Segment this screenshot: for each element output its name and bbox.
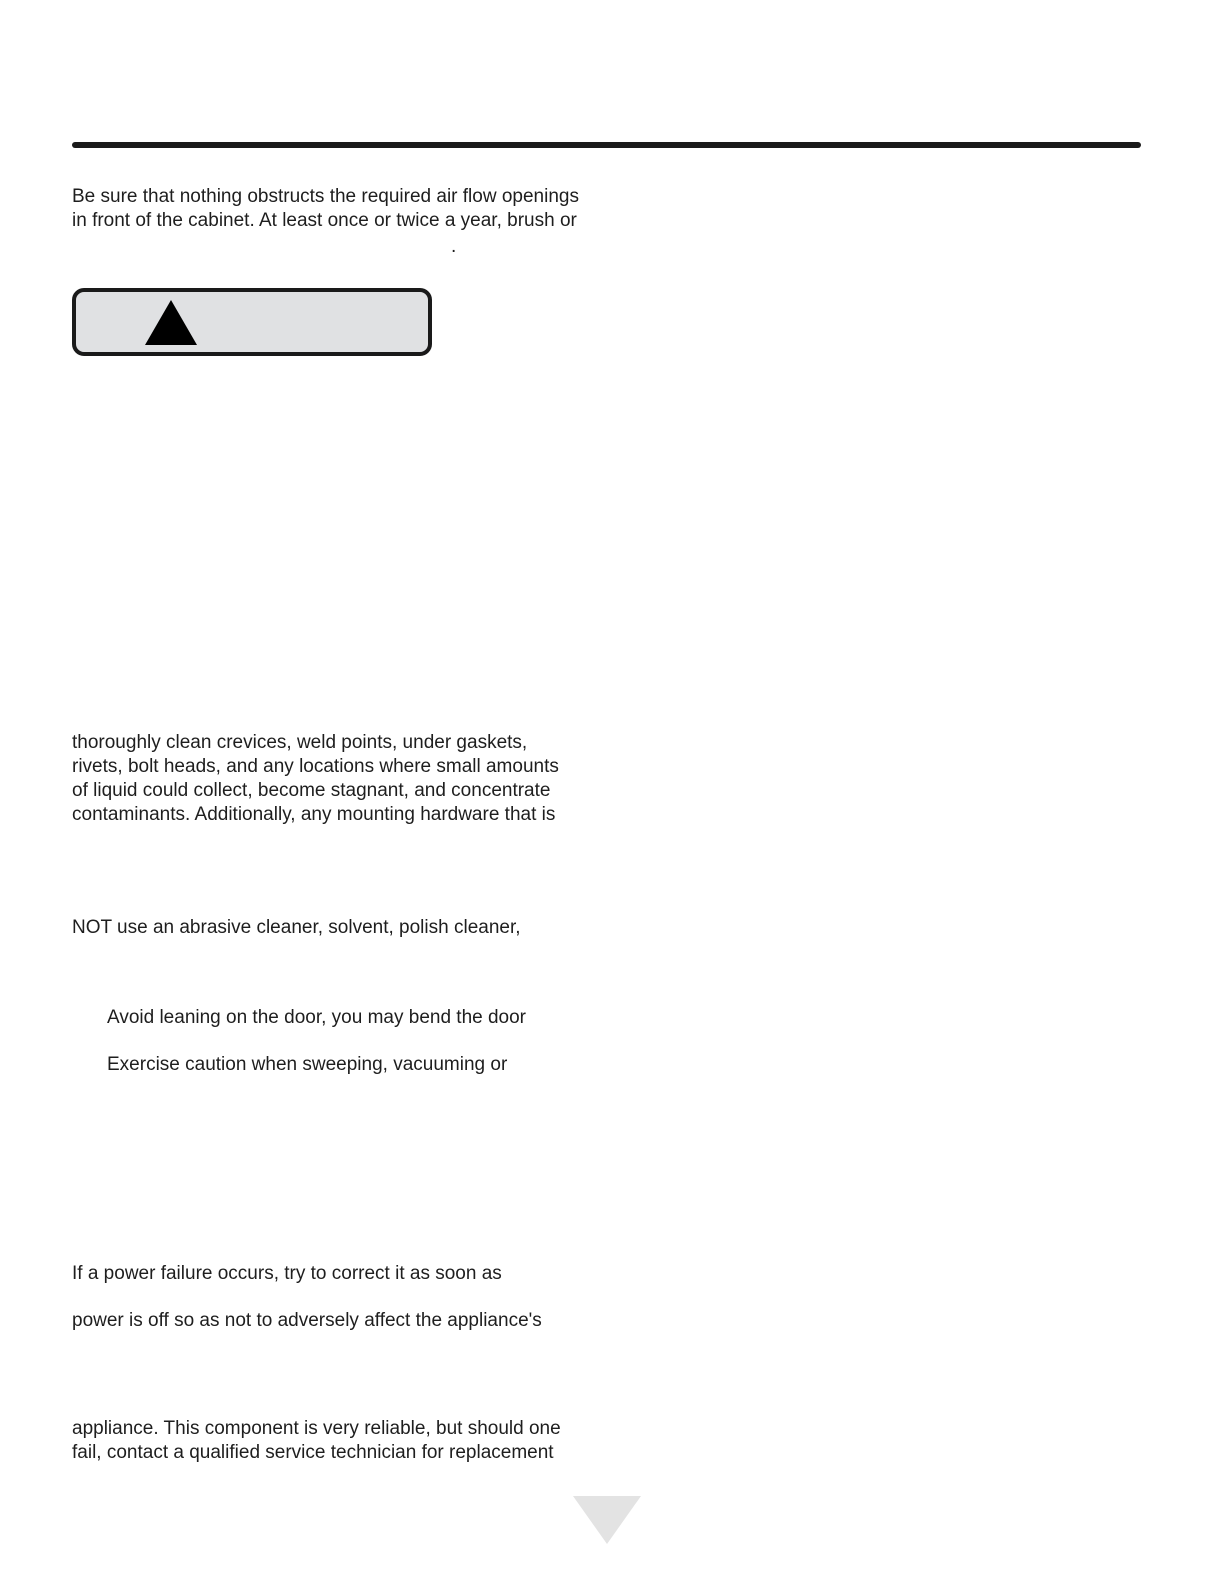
- warning-banner: [72, 288, 432, 356]
- header-rule: [72, 142, 1141, 148]
- paragraph-line: of liquid could collect, become stagnant, and concentrate: [72, 780, 551, 801]
- paragraph-line: fail, contact a qualified service technician for replacement: [72, 1442, 554, 1463]
- bullet-item: Exercise caution when sweeping, vacuuming or: [107, 1054, 508, 1075]
- paragraph-line: power is off so as not to adversely affect the appliance's: [72, 1310, 542, 1331]
- down-triangle-icon: [573, 1496, 641, 1544]
- paragraph-line: appliance. This component is very reliable, but should one: [72, 1418, 561, 1439]
- warning-triangle-icon: [145, 300, 197, 345]
- trailing-period: .: [451, 236, 457, 257]
- paragraph-line: rivets, bolt heads, and any locations where small amounts: [72, 756, 559, 777]
- paragraph-line: contaminants. Additionally, any mounting hardware that is: [72, 804, 556, 825]
- paragraph-line: NOT use an abrasive cleaner, solvent, polish cleaner,: [72, 917, 521, 938]
- paragraph-line: in front of the cabinet. At least once or twice a year, brush or: [72, 210, 577, 231]
- paragraph-line: thoroughly clean crevices, weld points, under gaskets,: [72, 732, 528, 753]
- paragraph-line: Be sure that nothing obstructs the required air flow openings: [72, 186, 579, 207]
- bullet-item: Avoid leaning on the door, you may bend the door: [107, 1007, 527, 1028]
- paragraph-line: If a power failure occurs, try to correct it as soon as: [72, 1263, 502, 1284]
